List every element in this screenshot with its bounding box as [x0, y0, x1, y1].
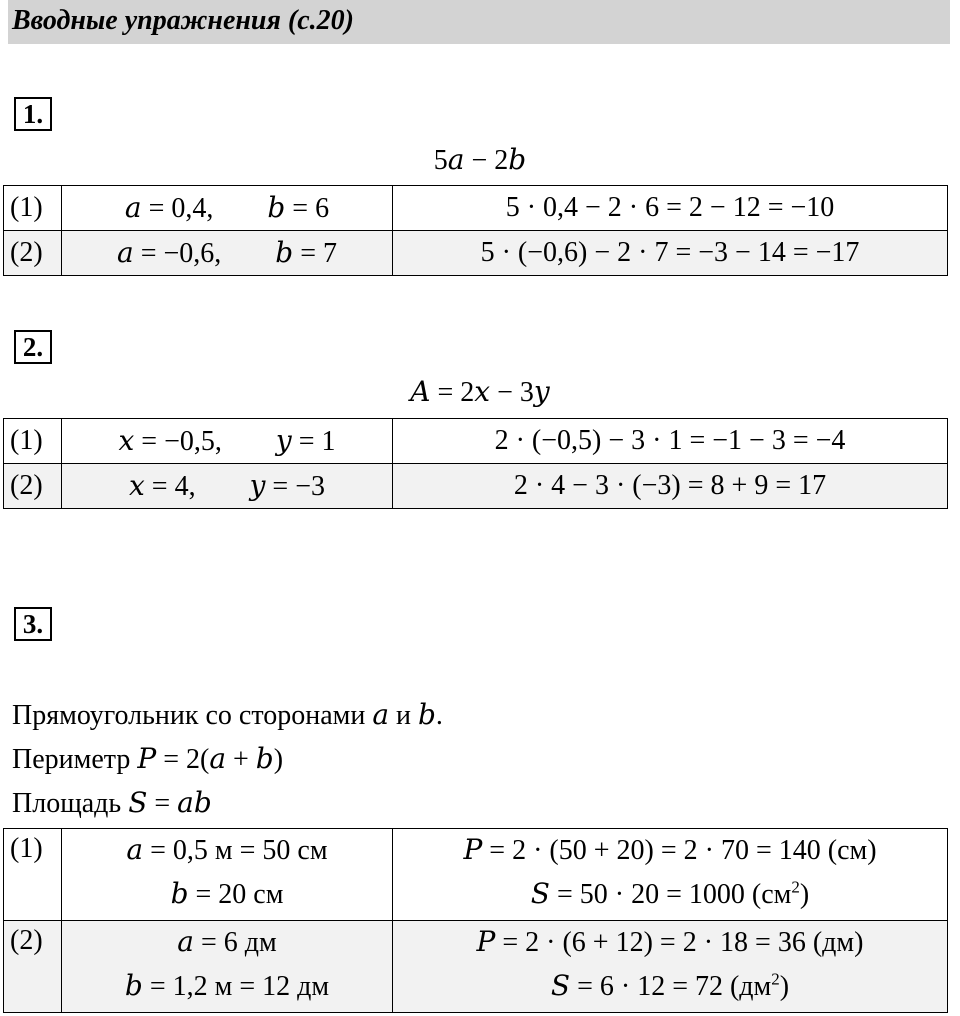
value-b: 𝑏 = 20 см [170, 879, 284, 910]
value-a: 𝑎 = 6 дм [177, 927, 277, 958]
row-values [62, 464, 393, 509]
area-text: 𝑆 = 50 · 20 = 1000 (см [530, 879, 792, 910]
exercise-1-table [3, 185, 948, 276]
row-calculation: 2 · 4 − 3 · (−3) = 8 + 9 = 17 [393, 464, 948, 509]
exercise-2-number: 2. [14, 330, 52, 364]
perimeter-calc: 𝑃 = 2 · (50 + 20) = 2 · 70 = 140 (см) [463, 835, 877, 866]
row-values [62, 921, 393, 1013]
area-text: 𝑆 = 6 · 12 = 72 (дм [550, 971, 772, 1002]
row-calculation: 2 · (−0,5) − 3 · 1 = −1 − 3 = −4 [393, 419, 948, 464]
exercise-1-formula: 5𝑎 − 2𝑏 [433, 145, 527, 176]
row-values [62, 186, 393, 231]
table-row [4, 419, 948, 464]
value-x: 𝑥 = 4, [129, 471, 196, 502]
value-a: 𝑎 = 0,4, [124, 193, 214, 224]
table-row [4, 231, 948, 276]
row-index: (2) [4, 464, 62, 509]
exercise-2-formula: 𝐴 = 2𝑥 − 3𝑦 [410, 377, 550, 408]
exercise-3-number: 3. [14, 607, 52, 641]
perimeter-calc: 𝑃 = 2 · (6 + 12) = 2 · 18 = 36 (дм) [476, 927, 864, 958]
row-calculation [393, 829, 948, 921]
area-calc [393, 873, 947, 917]
area-exponent: 2 [791, 877, 800, 897]
row-index: (1) [4, 419, 62, 464]
section-title: Вводные упражнения (с.20) [12, 5, 354, 36]
value-a: 𝑎 = −0,6, [117, 238, 222, 269]
exercise-3-table [3, 828, 948, 1013]
section-header [8, 0, 950, 44]
row-index: (2) [4, 921, 62, 1013]
value-y: 𝑦 = 1 [275, 426, 336, 457]
row-index: (2) [4, 231, 62, 276]
exercise-2-table [3, 418, 948, 509]
row-values [62, 231, 393, 276]
exercise-3-line-2: Периметр 𝑃 = 2(𝑎 + 𝑏) [12, 744, 284, 775]
row-calculation [393, 921, 948, 1013]
table-row [4, 829, 948, 921]
row-index: (1) [4, 186, 62, 231]
value-b: 𝑏 = 6 [267, 193, 330, 224]
area-close: ) [779, 971, 790, 1002]
row-values [62, 829, 393, 921]
value-x: 𝑥 = −0,5, [118, 426, 222, 457]
value-b: 𝑏 = 7 [275, 238, 337, 269]
table-row [4, 921, 948, 1013]
row-calculation: 5 · (−0,6) − 2 · 7 = −3 − 14 = −17 [393, 231, 948, 276]
row-values [62, 419, 393, 464]
area-exponent: 2 [771, 969, 780, 989]
area-close: ) [799, 879, 810, 910]
table-row [4, 186, 948, 231]
exercise-3-line-3: Площадь 𝑆 = 𝑎𝑏 [12, 788, 212, 819]
value-y: 𝑦 = −3 [249, 471, 325, 502]
row-index: (1) [4, 829, 62, 921]
row-calculation: 5 · 0,4 − 2 · 6 = 2 − 12 = −10 [393, 186, 948, 231]
value-a: 𝑎 = 0,5 м = 50 см [126, 835, 328, 866]
value-b: 𝑏 = 1,2 м = 12 дм [124, 971, 330, 1002]
area-calc [393, 965, 947, 1009]
exercise-1-number: 1. [14, 97, 52, 131]
exercise-3-line-1: Прямоугольник со сторонами 𝑎 и 𝑏. [12, 700, 443, 731]
table-row [4, 464, 948, 509]
